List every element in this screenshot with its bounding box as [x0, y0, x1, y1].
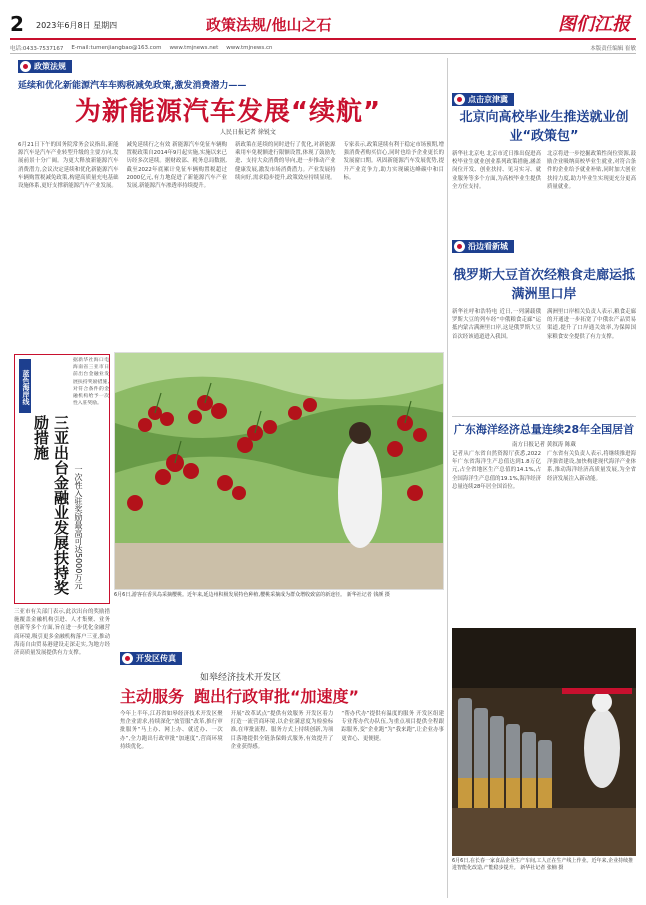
sanya-body: 三亚市有关部门表示,此次出台的奖励措施覆盖金融机构引进、人才集聚、业务创新等多个方面,旨在进一步优化金融营商环境,吸引更多金融机构落户三亚,推动海南自由贸易港建设走深走实,为地方经济高质量发展提供有力支撑。 — [14, 609, 110, 657]
dev-zone-tag — [120, 652, 182, 665]
newspaper-logo: 图们江报 — [558, 14, 630, 35]
cherry-illustration — [115, 353, 444, 590]
dev-column: 开展“改革试点”提供有效服务 开发区着力打造一流营商环境,以企业满意度为检验标准,在审批流程、服务方式上持续创新,为项目落地提供全链条保姆式服务,有效提升了企业获得感。 — [230, 711, 334, 750]
sanya-lead-text: 据新华社海口电 海南省三亚市日前出台金融业发展扶持奖励措施,对符合条件的金融机构给予一次性入驻奖励。 — [73, 358, 109, 407]
contact-website-cn[interactable]: www.tmjnews.cn — [226, 44, 273, 51]
beijing-tag-label: 点击京津冀 — [468, 95, 508, 104]
guangdong-body — [452, 450, 636, 622]
column-divider — [447, 58, 448, 898]
soybean-headline[interactable]: 俄罗斯大豆首次经粮食走廊运抵满洲里口岸 — [452, 268, 635, 302]
lead-column: 专家表示,政策延续有利于稳定市场预期,增强消费者购买信心,同时也给予企业更长的发展窗口期。巩固新能源汽车发展优势,提升产业竞争力,助力实现碳达峰碳中和目标。 — [343, 142, 444, 181]
badge-icon — [20, 61, 31, 72]
blue-coastline-label: 蓝色海岸线 — [19, 359, 31, 413]
dev-zone-tag-label: 开发区传真 — [136, 654, 176, 663]
dev-column: “帮办代办”提供有温度的服务 开发区组建专业帮办代办队伍,为重点项目提供全程跟踪服务,变“企业跑”为“我来跑”,让企业办事更省心、更便捷。 — [341, 711, 444, 742]
section-title: 政策法规/他山之石 — [206, 16, 332, 34]
cherry-photo-credit: 新华社记者 钱颜 摄 — [346, 592, 390, 598]
badge-icon — [454, 94, 465, 105]
responsible-editor: 本版责任编辑 崔敏 — [590, 45, 636, 52]
contact-bar — [10, 42, 636, 54]
beijing-tianjin-hebei-tag — [452, 93, 514, 106]
cherry-caption-text: 6月6日,游客在香贝岛采摘樱桃。近年来,延边州积极发展特色种植,樱桃采摘成为群众增收致富的新途径。 — [114, 592, 346, 598]
factory-photo-caption — [452, 858, 636, 872]
lead-column: 6月21日下午的国务院常务会议指出,新能源汽车是汽车产业转型升级的主要方向,发展前景十分广阔。为更大释放新能源汽车消费潜力,会议决定延续和优化新能源汽车车辆购置税减免政策,构建高质量充电基础设施体系,更好支撑新能源汽车产业发展。 — [18, 142, 119, 190]
beijing-column: 北京将进一步挖掘政策性岗位资源,鼓励企业吸纳高校毕业生就业,对符合条件的企业给予就业补贴,同时加大创业扶持力度,助力毕业生实现更充分更高质量就业。 — [547, 151, 636, 190]
lead-headline[interactable]: 为新能源汽车发展“续航” — [74, 97, 382, 127]
beijing-column: 新华社北京电 北京市近日推出促进高校毕业生就业创业系列政策措施,涵盖岗位开发、创业扶持、见习实习、就业服务等多个方面,为高校毕业生提供全方位支持。 — [452, 151, 541, 190]
dev-headline[interactable] — [120, 684, 444, 707]
sanya-article-box — [14, 354, 110, 604]
masthead — [10, 8, 636, 40]
beijing-body — [452, 150, 636, 244]
lead-section-tag — [18, 60, 72, 73]
guangdong-headline[interactable]: 广东海洋经济总量连续28年全国居首 — [452, 416, 636, 437]
dev-headline-left: 主动服务 — [120, 687, 185, 706]
cherry-photo-caption — [114, 592, 444, 599]
lead-column: 新政策在延续的同时进行了优化,对新能源乘用车免税额进行限额设置,体现了鼓励先进、支持大众消费的导向,进一步推动产业健康发展,激发市场消费潜力。产业发展持续向好,需求稳步提升,政策效应持续显现。 — [235, 142, 336, 181]
lead-body — [18, 141, 444, 346]
issue-date: 2023年6月8日 星期四 — [36, 21, 118, 30]
contact-website-net[interactable]: www.tmjnews.net — [169, 44, 219, 51]
contact-email[interactable]: E-mail:tumenjiangbao@163.com — [71, 44, 162, 51]
sanya-subheadline: 一次性入驻奖励最高可达5000万元 — [74, 465, 83, 590]
lead-byline: 人民日报记者 徐锐文 — [220, 129, 276, 136]
lead-section-tag-label: 政策法规 — [34, 62, 66, 71]
guangdong-byline: 南方日报记者 黄叙涛 陈葳 — [512, 442, 576, 448]
badge-icon — [454, 241, 465, 252]
beijing-headline[interactable]: 北京向高校毕业生推送就业创业“政策包” — [459, 110, 629, 144]
border-city-tag — [452, 240, 514, 253]
sanya-headline[interactable]: 三亚出台金融业发展扶持奖励措施 — [32, 415, 70, 595]
soybean-column: 新华社呼和浩特电 近日,一列满载俄罗斯大豆的列车经“中俄粮食走廊”运抵内蒙古满洲里口岸,这是俄罗斯大豆首次经该通道进入我国。 — [452, 309, 541, 340]
soybean-column: 满洲里口岸相关负责人表示,粮食走廊的开通进一步拓宽了中俄农产品贸易渠道,提升了口岸通关效率,为保障国家粮食安全提供了有力支撑。 — [547, 309, 636, 340]
soybean-body — [452, 308, 636, 412]
factory-caption-text: 6月6日,在长春一家食品企业生产车间,工人正在生产线上作业。近年来,企业持续推进智能化改造,产能稳步提升。 — [452, 858, 634, 871]
lead-kicker: 延续和优化新能源汽车车购税减免政策,激发消费潜力—— — [18, 81, 247, 91]
contact-phone: 电话:0433-7537167 — [10, 45, 64, 52]
page-number: 2 — [10, 12, 24, 36]
dev-headline-right: 跑出行政审批“加速度” — [194, 687, 360, 706]
border-tag-label: 沿边看新城 — [468, 242, 508, 251]
factory-photo-credit: 新华社记者 张楠 摄 — [520, 865, 564, 871]
lead-column: 减免延续行之有效 新能源汽车免征车辆购置税政策自2014年9月起实施,实施以来已历经多次延续。据财政部、税务总局数据,截至2022年底累计免征车辆购置税超过2000亿元,有力地促进了新能源汽车产业发展,新能源汽车渗透率持续提升。 — [126, 142, 227, 190]
dev-body — [120, 710, 444, 893]
guangdong-column: 记者从广东省自然资源厅获悉,2022年广东省海洋生产总值达到1.8万亿元,占全省地区生产总值的14.1%,占全国海洋生产总值的19.1%,海洋经济总量连续28年居全国首位。 — [452, 451, 541, 490]
cherry-photo[interactable] — [114, 352, 444, 590]
factory-photo[interactable] — [452, 628, 636, 856]
guangdong-column: 广东省有关负责人表示,将继续推进海洋强省建设,加快构建现代海洋产业体系,推动海洋经济高质量发展,为全省经济发展注入新动能。 — [547, 451, 636, 482]
dev-kicker: 如皋经济技术开发区 — [200, 673, 282, 683]
badge-icon — [122, 653, 133, 664]
factory-illustration — [452, 628, 636, 856]
dev-column: 今年上半年,江苏省如皋经济技术开发区聚焦企业需求,持续深化“放管服”改革,推行审批服务“马上办、网上办、就近办、一次办”,全力跑出行政审批“加速度”,营商环境持续优化。 — [120, 711, 223, 750]
